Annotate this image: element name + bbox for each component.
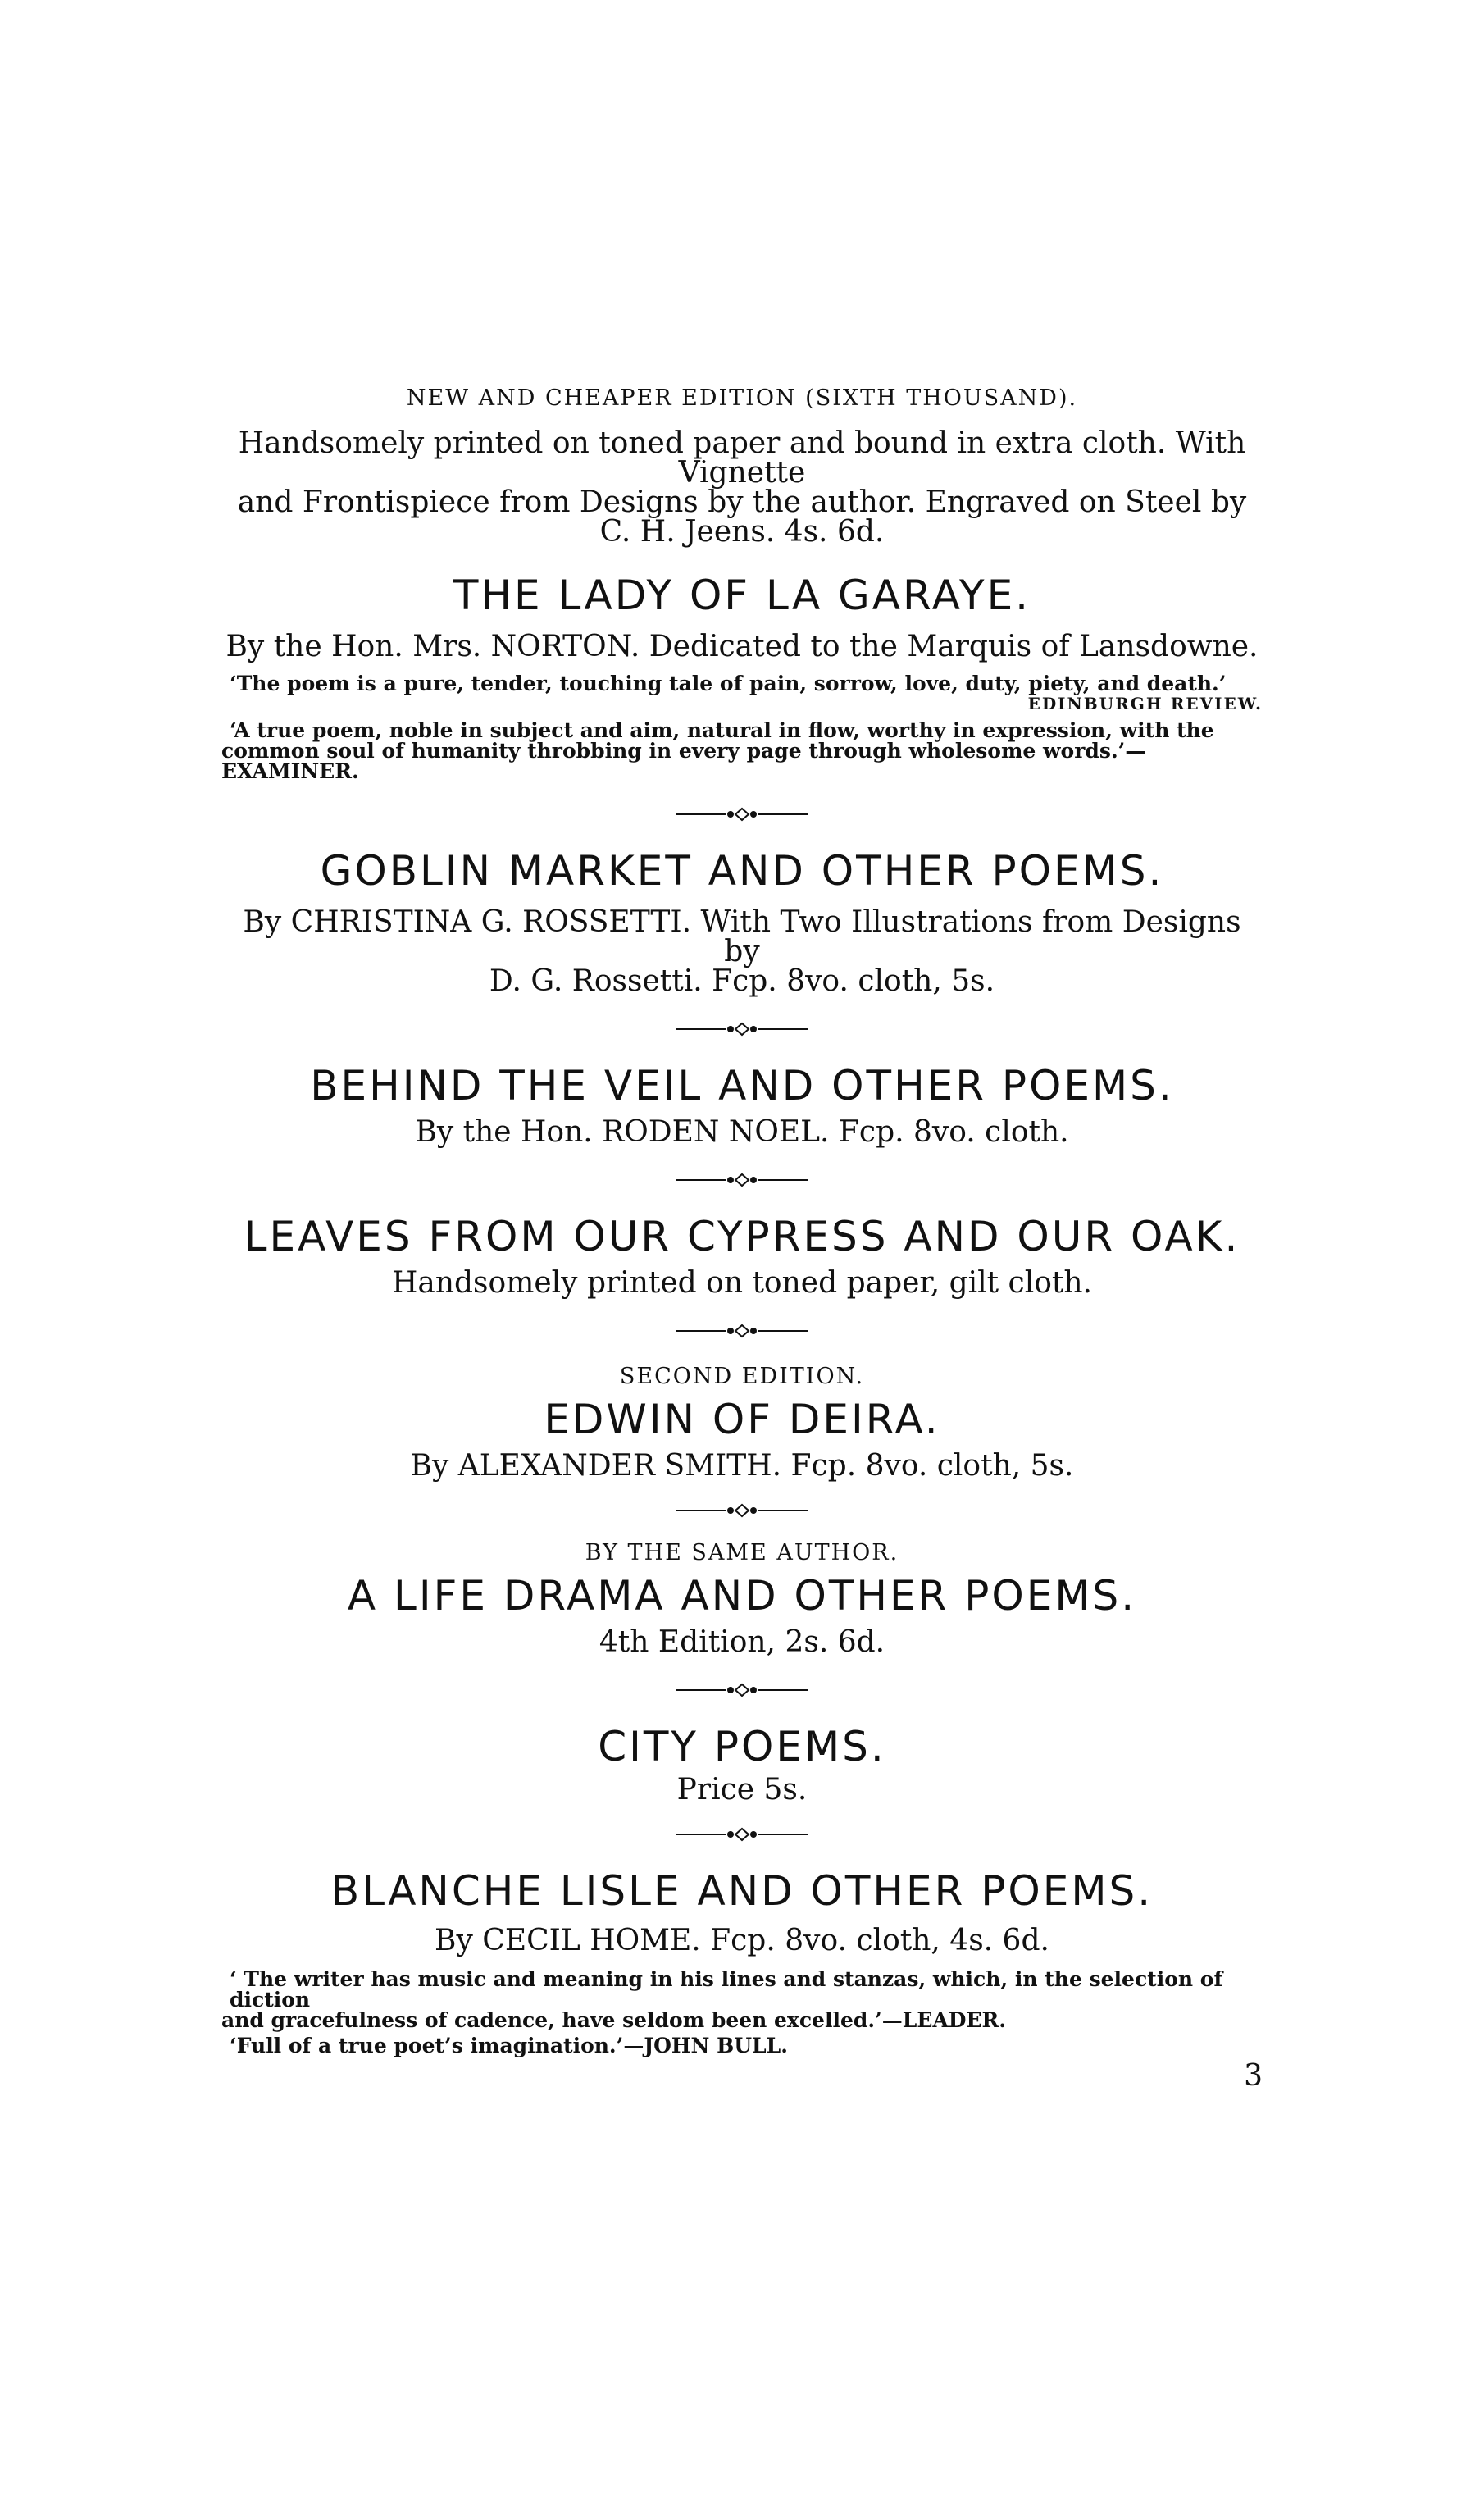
- ornament-divider: [221, 1682, 1263, 1698]
- drama-price: 4th Edition, 2s. 6d.: [599, 1625, 885, 1659]
- cypress-title: LEAVES FROM OUR CYPRESS AND OUR OAK.: [244, 1213, 1240, 1260]
- garaye-byline: By the Hon. Mrs. NORTON. Dedicated to the Marquis of Lansdowne.: [225, 630, 1259, 663]
- advertisement-page: [221, 385, 1263, 2093]
- cypress-desc: Handsomely printed on toned paper, gilt cloth.: [391, 1266, 1093, 1300]
- page-number: 3: [1244, 2059, 1263, 2093]
- garaye-desc-line3: C. H. Jeens. 4s. 6d.: [599, 515, 885, 549]
- garaye-review2-line1: ‘A true poem, noble in subject and aim, natural in flow, worthy in expression, with the: [230, 718, 1214, 742]
- goblin-title: GOBLIN MARKET AND OTHER POEMS.: [320, 847, 1164, 895]
- edwin-title: EDWIN OF DEIRA.: [544, 1396, 940, 1443]
- ornament-divider: [221, 1826, 1263, 1843]
- edwin-edition: SECOND EDITION.: [619, 1364, 865, 1389]
- city-price: Price 5s.: [676, 1773, 808, 1807]
- ornament-divider: [221, 1172, 1263, 1188]
- drama-note: BY THE SAME AUTHOR.: [585, 1540, 899, 1565]
- goblin-byline-line1: By CHRISTINA G. ROSSETTI. With Two Illustrations from Designs by: [243, 905, 1241, 968]
- edwin-byline: By ALEXANDER SMITH. Fcp. 8vo. cloth, 5s.: [410, 1449, 1074, 1483]
- veil-title: BEHIND THE VEIL AND OTHER POEMS.: [310, 1062, 1174, 1109]
- blanche-review2: ‘Full of a true poet’s imagination.’—JOHN BULL.: [230, 2034, 788, 2057]
- ornament-divider: [221, 1021, 1263, 1037]
- garaye-review2-line2: common soul of humanity throbbing in every page through wholesome words.’—EXAMINER.: [221, 739, 1146, 783]
- veil-byline: By the Hon. RODEN NOEL. Fcp. 8vo. cloth.: [415, 1115, 1069, 1149]
- garaye-review1-source: EDINBURGH REVIEW.: [1027, 694, 1263, 713]
- garaye-edition: NEW AND CHEAPER EDITION (SIXTH THOUSAND).: [406, 385, 1078, 411]
- blanche-title: BLANCHE LISLE AND OTHER POEMS.: [330, 1867, 1154, 1915]
- blanche-byline: By CECIL HOME. Fcp. 8vo. cloth, 4s. 6d.: [435, 1924, 1049, 1957]
- garaye-review1: ‘The poem is a pure, tender, touching tale of pain, sorrow, love, duty, piety, and death.’: [230, 672, 1227, 695]
- garaye-desc-line1: Handsomely printed on toned paper and bound in extra cloth. With Vignette: [238, 426, 1246, 490]
- ornament-divider: [221, 806, 1263, 822]
- drama-title: A LIFE DRAMA AND OTHER POEMS.: [347, 1572, 1137, 1620]
- garaye-title: THE LADY OF LA GARAYE.: [453, 572, 1031, 619]
- blanche-review1-line1: ‘ The writer has music and meaning in his lines and stanzas, which, in the selection of diction: [230, 1967, 1223, 2012]
- ornament-divider: [221, 1502, 1263, 1519]
- garaye-desc-line2: and Frontispiece from Designs by the author. Engraved on Steel by: [237, 485, 1247, 519]
- city-title: CITY POEMS.: [598, 1723, 886, 1770]
- blanche-review1-line2: and gracefulness of cadence, have seldom been excelled.’—LEADER.: [221, 2008, 1006, 2032]
- ornament-divider: [221, 1323, 1263, 1339]
- goblin-byline-line2: D. G. Rossetti. Fcp. 8vo. cloth, 5s.: [489, 964, 995, 998]
